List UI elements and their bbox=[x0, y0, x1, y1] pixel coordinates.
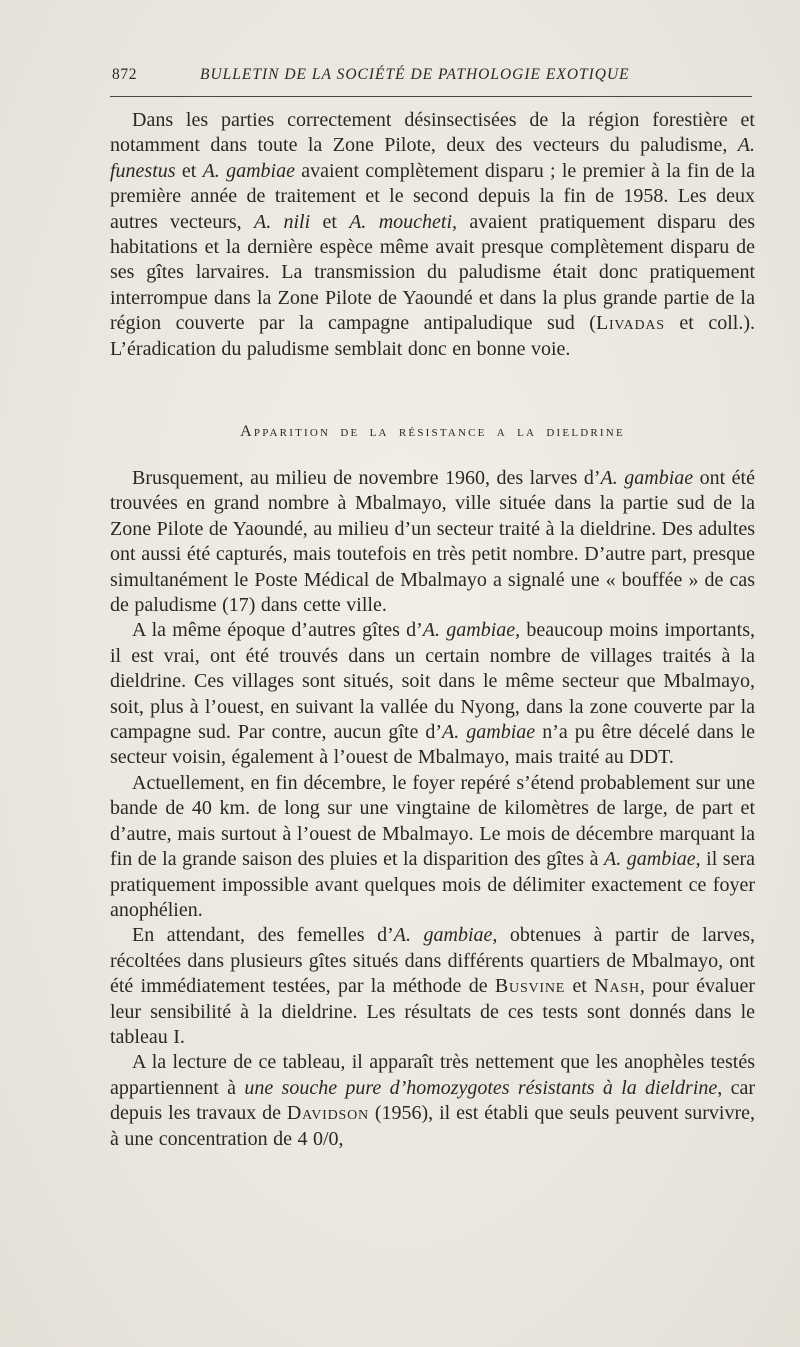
text-run: A la lecture de ce tableau, il apparaît très nettement que les anophèles testés appartiennent à bbox=[110, 1051, 755, 1099]
text-run: En attendant, des femelles d’ bbox=[132, 924, 394, 947]
text-run: et bbox=[175, 159, 203, 182]
text-block-intro bbox=[110, 108, 755, 362]
header-rule bbox=[110, 96, 752, 97]
text-run: beaucoup moins importants, il est vrai, ont été trouvés dans un certain nombre de villages traités à la dieldrine. Ces villages sont situés, soit dans le même secteur que Mbalmayo, soit, plus à l’ouest, en suivant la vallée du Nyong, dans la zone couverte par la campagne sud. Par contre, aucun gîte d’ bbox=[110, 619, 756, 744]
running-header bbox=[112, 62, 752, 92]
author-name: Nash bbox=[594, 975, 640, 998]
species-name: A. gambiae bbox=[600, 467, 694, 489]
text-run: , pour évaluer leur sensibilité à la dieldrine. Les résultats de ces tests sont donnés dans le tableau I. bbox=[110, 975, 755, 1048]
species-name: A. moucheti, bbox=[349, 210, 458, 233]
paragraph-3 bbox=[110, 618, 755, 770]
paragraph-1 bbox=[110, 108, 755, 362]
paragraph-6 bbox=[110, 1050, 755, 1152]
text-run: n’a pu être décelé dans le secteur voisin, également à l’ouest de Mbalmayo, mais traité au DDT. bbox=[110, 721, 755, 769]
text-run: Actuellement, en fin décembre, le foyer repéré s’étend probablement sur une bande de 40 km. de long sur une vingtaine de kilomètres de large, de part et d’autre, mais surtout à l’ouest de Mbalmayo. Le mois de décembre marquant la fin de la grande saison des pluies et la disparition des gîtes à bbox=[110, 771, 755, 871]
paragraph-2 bbox=[110, 466, 755, 618]
text-run: ont été trouvées en grand nombre à Mbalmayo, ville située dans la partie sud de la Zone Pilote de Yaoundé, au milieu d’un secteur traité à la dieldrine. Des adultes ont aussi été capturés, mais toutefois en très petit nombre. D’autre part, presque simultanément le Poste Médical de Mbalmayo a signalé une « bouffée » de cas de paludisme (17) dans cette ville. bbox=[110, 467, 755, 617]
text-run: (1956), il est établi que seuls peuvent survivre, à une concentration de 4 0/0, bbox=[110, 1102, 755, 1150]
species-name: A. nili bbox=[253, 210, 311, 233]
text-block-main bbox=[110, 466, 755, 1152]
text-run: avaient pratiquement disparu des habitations et la dernière espèce même avait presque complètement disparu de ses gîtes larvaires. La transmission du paludisme était donc pratiquement interrompue dans la Zone Pilote de Yaoundé et dans la plus grande partie de la région couverte par la campagne antipaludique sud ( bbox=[110, 210, 756, 335]
text-run: Brusquement, au milieu de novembre 1960, des larves d’ bbox=[132, 467, 601, 489]
species-name: A. gambiae bbox=[202, 159, 295, 182]
journal-title: BULLETIN DE LA SOCIÉTÉ DE PATHOLOGIE EXOTIQUE bbox=[200, 66, 630, 83]
text-run: il sera pratiquement impossible avant quelques mois de délimiter exactement ce foyer anophélien. bbox=[110, 848, 755, 921]
text-run: et coll.). L’éradication du paludisme semblait donc en bonne voie. bbox=[110, 312, 755, 360]
text-run: et bbox=[565, 975, 595, 998]
species-name: A. gambiae bbox=[442, 721, 536, 744]
species-name: A. gambiae, bbox=[422, 619, 521, 642]
species-name: A. gambiae, bbox=[393, 924, 498, 947]
page-number: 872 bbox=[112, 66, 138, 83]
text-run: obtenues à partir de larves, récoltées dans plusieurs gîtes situés dans différents quartiers de Mbalmayo, ont été immédiatement testées, par la méthode de bbox=[110, 924, 755, 998]
emphasis: une souche pure d’homozygotes résistants à la dieldrine bbox=[244, 1076, 718, 1099]
text-run: Dans les parties correctement désinsectisées de la région forestière et notamment dans toute la Zone Pilote, deux des vecteurs du paludisme, bbox=[110, 109, 755, 157]
paragraph-5 bbox=[110, 923, 755, 1050]
species-name: A. gambiae, bbox=[604, 848, 701, 871]
section-heading: Apparition de la résistance a la dieldrine bbox=[240, 423, 625, 440]
text-run: avaient complètement disparu ; le premier à la fin de la première année de traitement et le second depuis la fin de 1958. Les deux autres vecteurs, bbox=[110, 159, 756, 233]
text-run: et bbox=[310, 210, 350, 233]
author-name: Busvine bbox=[494, 975, 566, 998]
author-name: Livadas bbox=[595, 312, 665, 335]
text-run: , car depuis les travaux de bbox=[110, 1076, 755, 1125]
author-name: Davidson bbox=[286, 1102, 369, 1125]
species-name: A. funestus bbox=[110, 134, 755, 182]
paragraph-4 bbox=[110, 771, 755, 923]
text-run: A la même époque d’autres gîtes d’ bbox=[132, 619, 423, 642]
